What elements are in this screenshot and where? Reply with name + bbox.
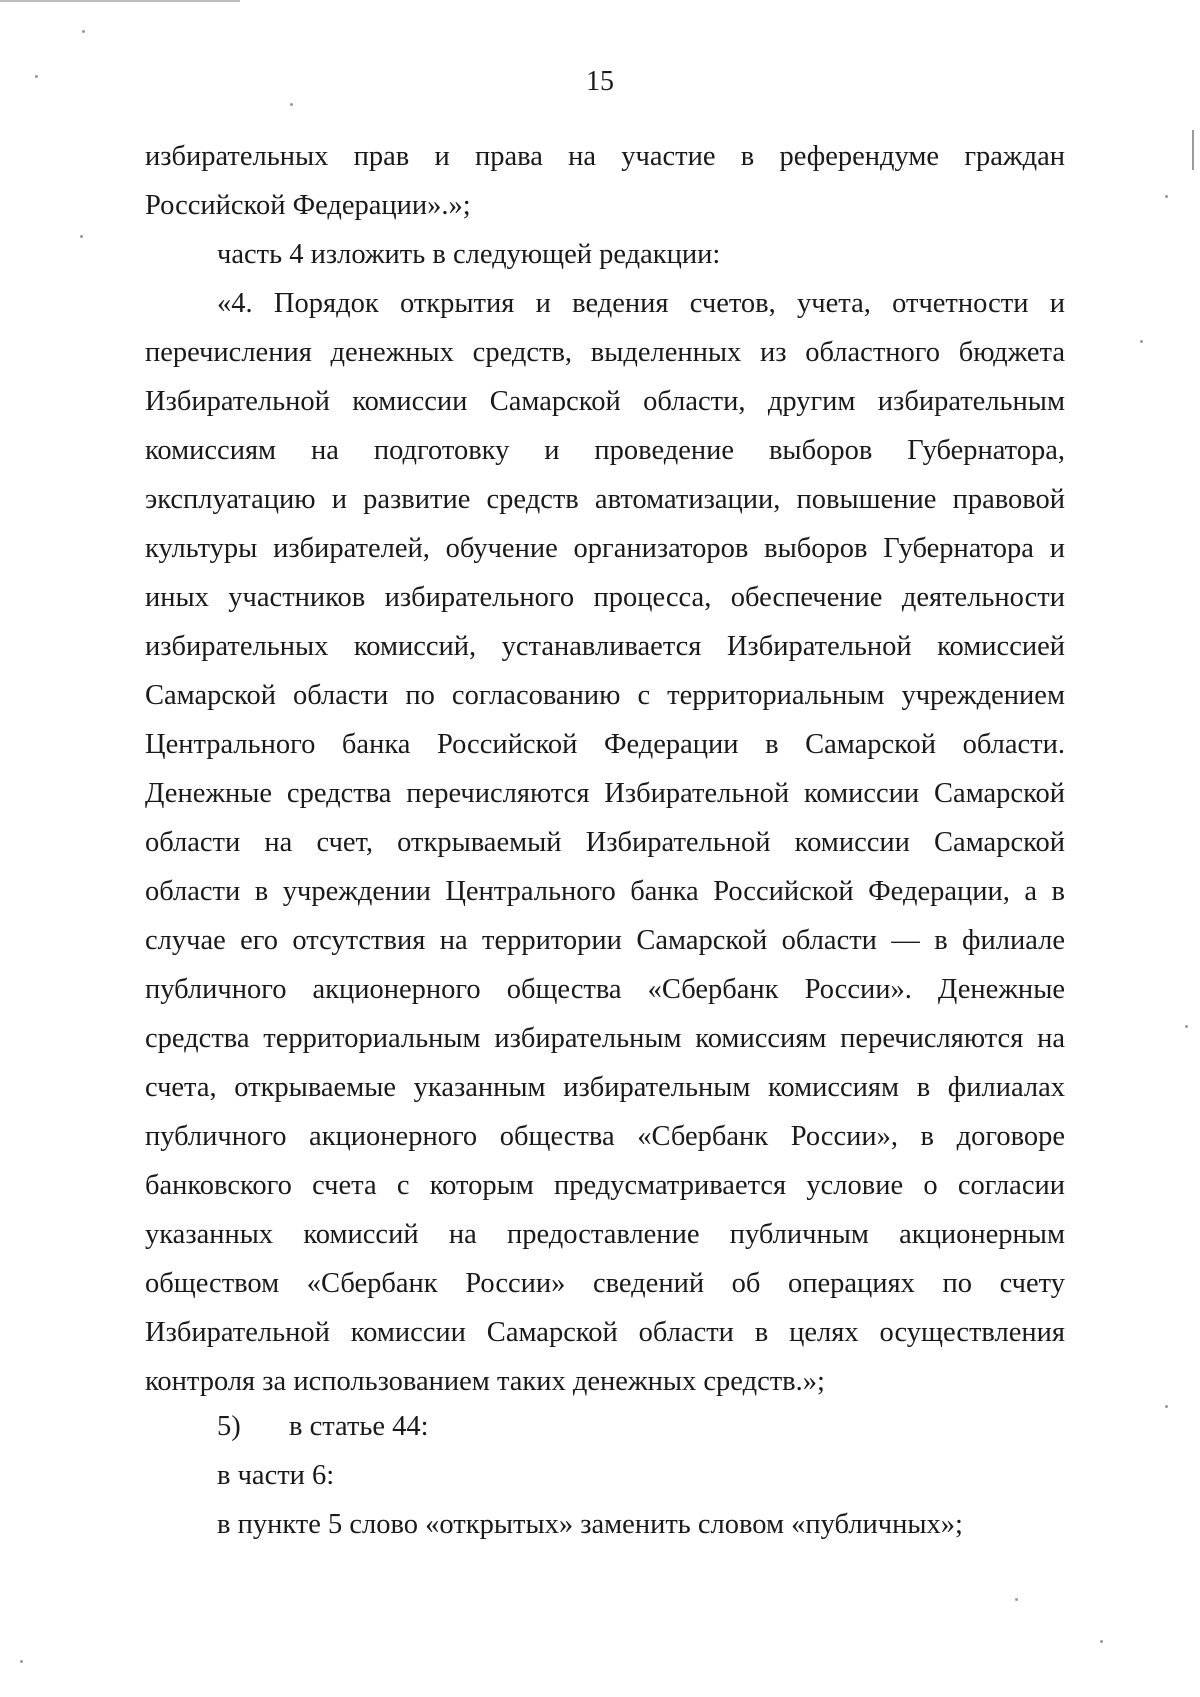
scan-speck bbox=[1015, 1598, 1018, 1601]
scan-speck bbox=[290, 103, 293, 106]
scan-speck bbox=[1100, 1640, 1103, 1643]
page-number: 15 bbox=[586, 66, 614, 97]
scan-speck bbox=[1165, 195, 1168, 198]
paragraph-part-6 bbox=[145, 1451, 1065, 1500]
paragraph-text: часть 4 изложить в следующей редакции: bbox=[217, 239, 721, 270]
scan-speck bbox=[1185, 1025, 1188, 1028]
paragraph-point-5 bbox=[145, 1500, 1065, 1549]
paragraph-text: в пункте 5 слово «открытых» заменить словом «публичных»; bbox=[217, 1509, 963, 1540]
scan-speck bbox=[1165, 1405, 1168, 1408]
paragraph-instruction bbox=[145, 230, 1065, 279]
paragraph-continuation bbox=[145, 132, 1065, 230]
scan-speck bbox=[82, 30, 85, 33]
scan-edge-line bbox=[0, 0, 240, 2]
scan-edge-mark bbox=[1192, 130, 1194, 170]
paragraph-text: «4. Порядок открытия и ведения счетов, учета, отчетности и перечисления денежных средств, выделенных из областного бюджета Избирательной комиссии Самарской области, другим избирательным комиссиям на подготовку и проведение выборов Губернатора, эксплуатацию и развитие средств автоматизации, повышение правовой культуры избирателей, обучение организаторов выборов Губернатора и иных участников избирательного процесса, обеспечение деятельности избирательных комиссий, устанавливается Избирательной комиссией Самарской области по согласованию с территориальным учреждением Центрального банка Российской Федерации в Самарской области. Денежные средства перечисляются Избирательной комиссии Самарской области на счет, открываемый Избирательной комиссии Самарской области в учреждении Центрального банка Российской Федерации, а в случае его отсутствия на территории Самарской области — в филиале публичного акционерного общества «Сбербанк России». Денежные средства территориальным избирательным комиссиям перечисляются на счета, открываемые указанным избирательным комиссиям в филиалах публичного акционерного общества «Сбербанк России», в договоре банковского счета с которым предусматривается условие о согласии указанных комиссий на предоставление публичным акционерным обществом «Сбербанк России» сведений об операциях по счету Избирательной комиссии Самарской области в целях осуществления контроля за использованием таких денежных средств.»; bbox=[145, 288, 1065, 1397]
list-item-number: 5) bbox=[217, 1411, 241, 1442]
paragraph-text: избирательных прав и права на участие в референдуме граждан Российской Федерации».»; bbox=[145, 141, 1065, 221]
list-item-text: в статье 44: bbox=[289, 1411, 429, 1442]
scan-speck bbox=[80, 235, 83, 238]
scan-speck bbox=[1140, 340, 1143, 343]
scan-speck bbox=[20, 1660, 23, 1663]
paragraph-text: в части 6: bbox=[217, 1460, 335, 1491]
paragraph-quoted-part-4 bbox=[145, 279, 1065, 1406]
list-item-5 bbox=[217, 1402, 1137, 1451]
